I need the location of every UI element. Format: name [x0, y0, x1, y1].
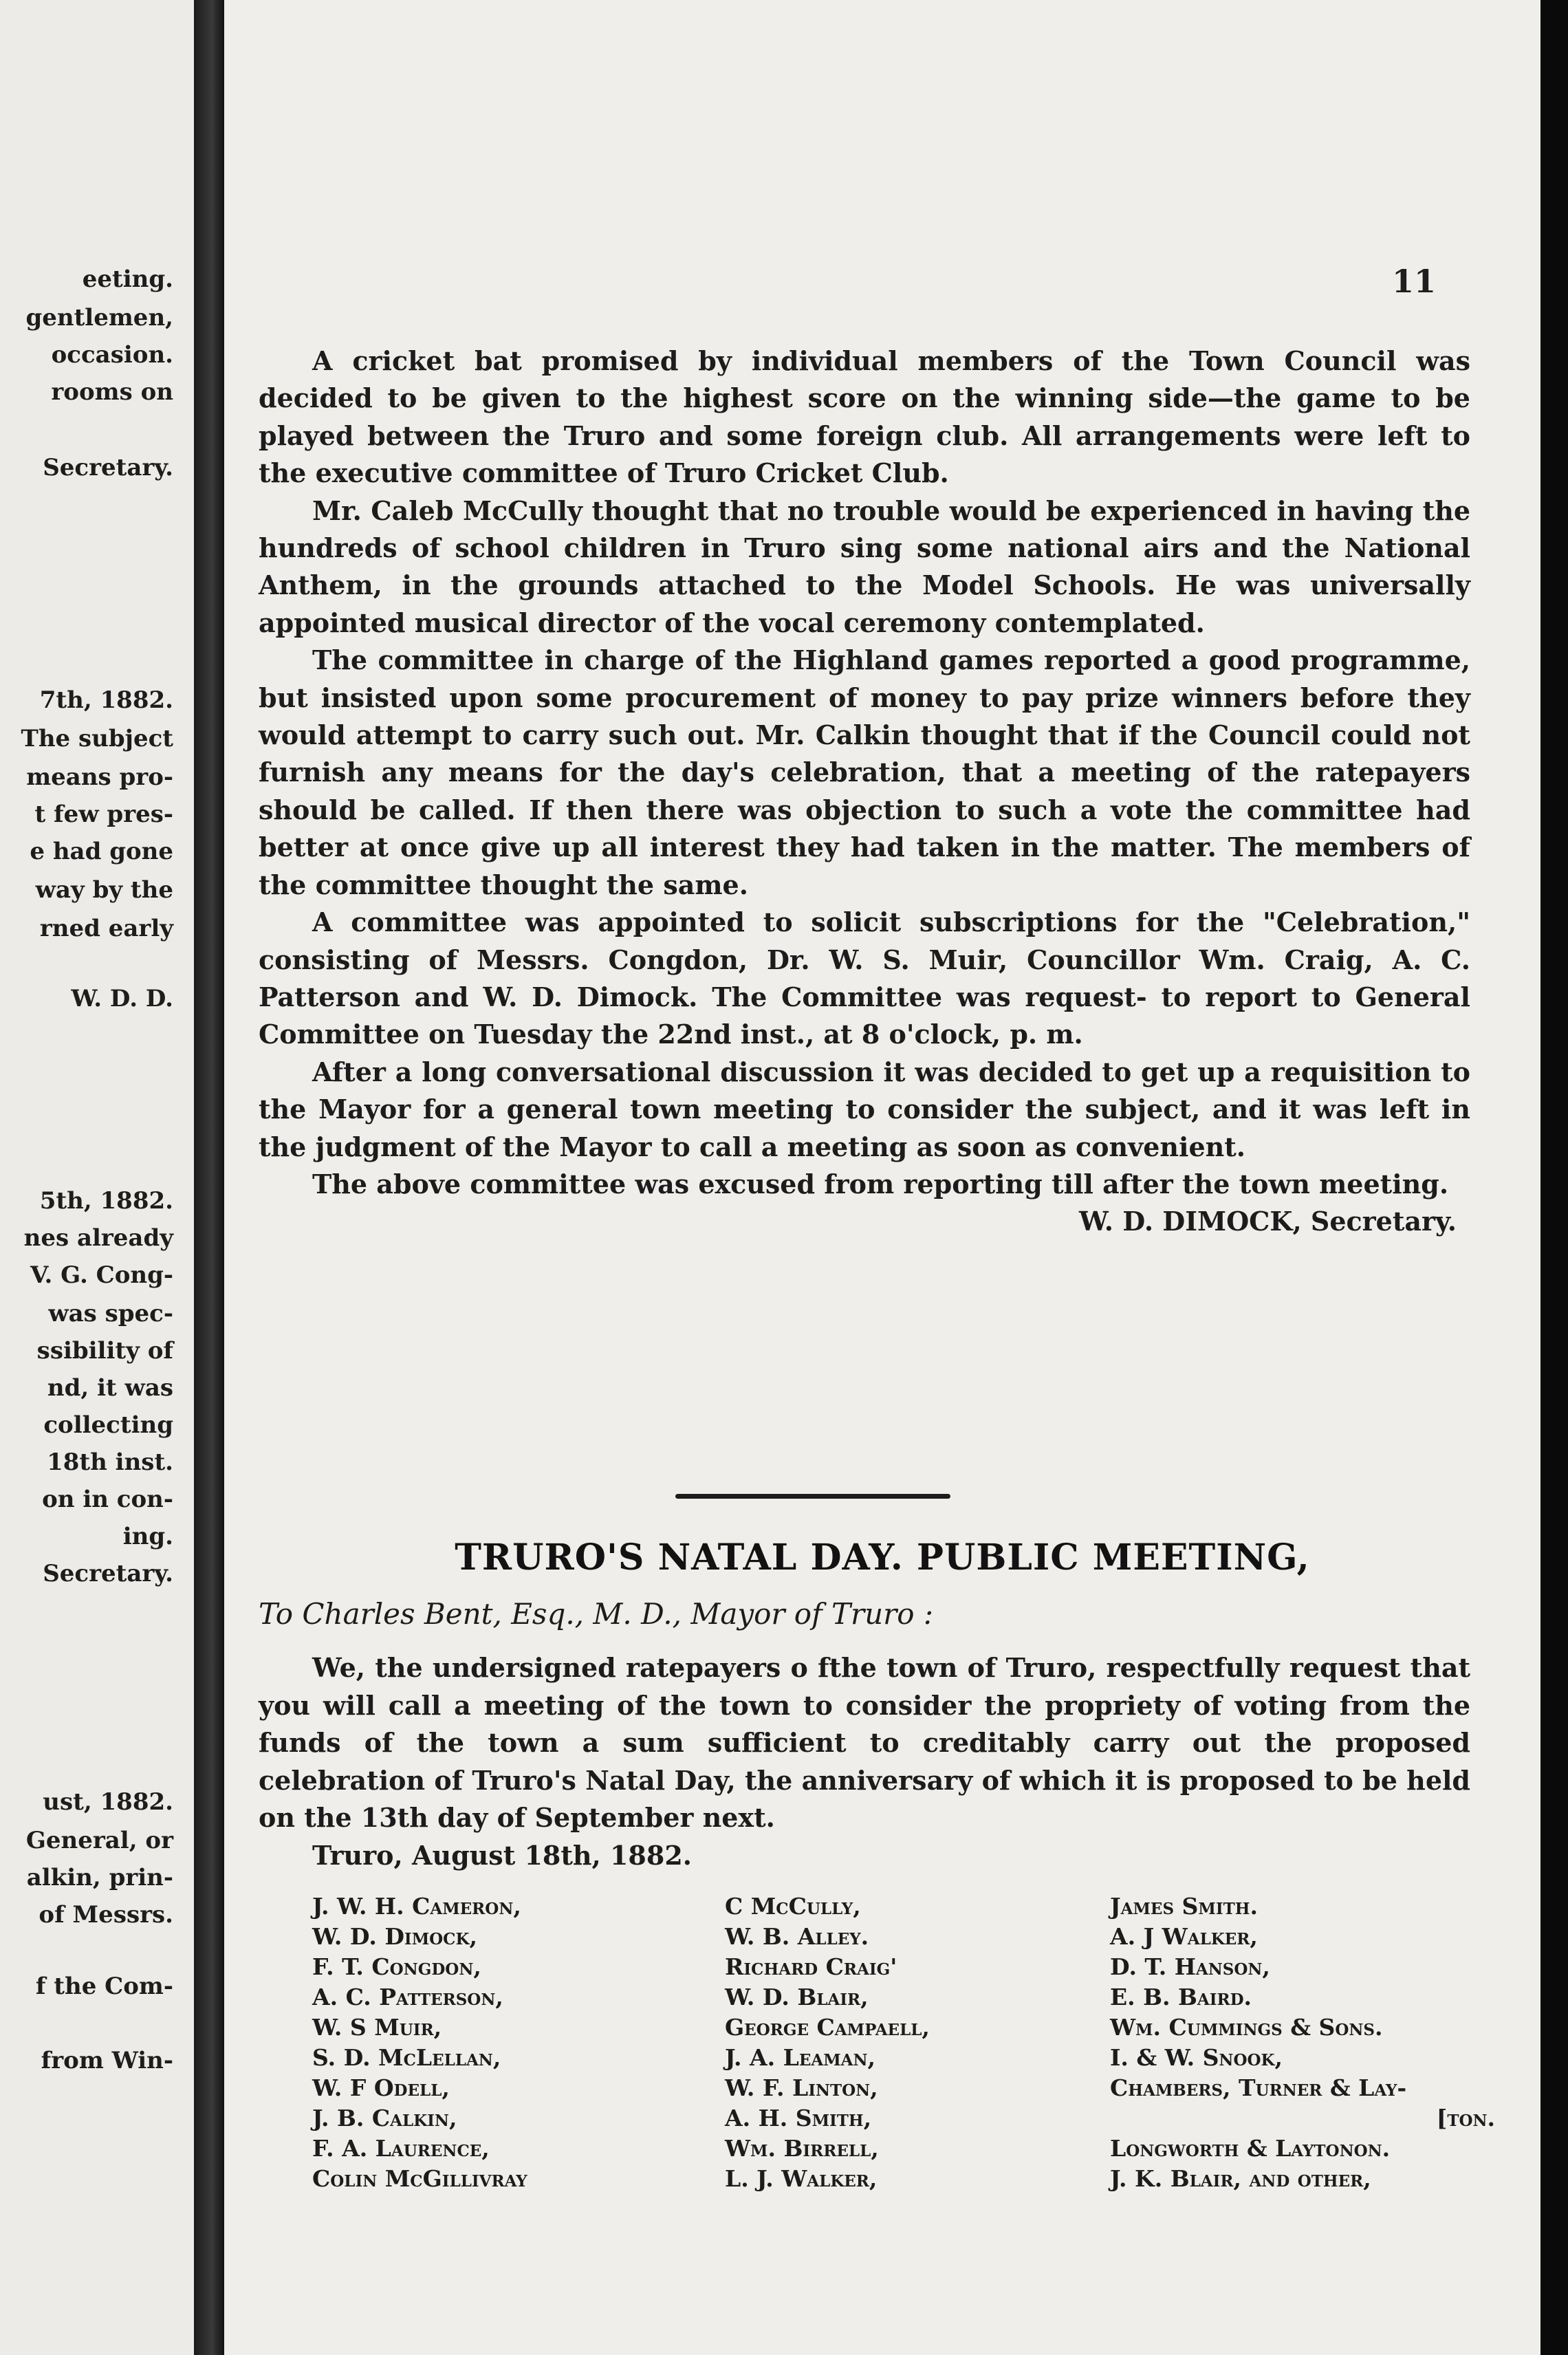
left-line: way by the — [35, 876, 173, 904]
left-line: eeting. — [82, 265, 173, 293]
signatory: S. D. McLellan, — [312, 2044, 501, 2071]
signatory-column — [312, 1891, 527, 2194]
signatory: Wm. Cummings & Sons. — [1110, 2014, 1383, 2041]
signatory: W. B. Alley. — [725, 1923, 869, 1950]
signatory: I. & W. Snook, — [1110, 2044, 1283, 2071]
signatory: James Smith. — [1110, 1893, 1258, 1920]
signatory: C McCully, — [725, 1893, 861, 1920]
page — [224, 0, 1540, 2355]
left-line: The subject — [21, 725, 173, 752]
book-gutter — [194, 0, 224, 2355]
left-line: V. G. Cong- — [30, 1261, 173, 1289]
left-line: Secretary. — [43, 454, 173, 481]
left-line: 7th, 1882. — [39, 686, 173, 714]
left-line: e had gone — [30, 838, 173, 865]
left-line: of Messrs. — [39, 1901, 173, 1929]
left-line: rooms on — [51, 378, 173, 406]
paragraph: A committee was appointed to solicit subscriptions for the "Celebration," consisting of Messrs. Congdon, Dr. W. S. Muir, Councillor Wm. Craig, A. C. Patterson and W. D. Dimock. The Committee was request- to report to General Committee on Tuesday the 22nd inst., at 8 o'clock, p. m. — [259, 907, 1470, 1050]
signatory-column — [1110, 1891, 1495, 2194]
left-line: t few pres- — [34, 801, 173, 828]
signatory: [ton. — [1436, 2105, 1495, 2131]
signatory: A. H. Smith, — [725, 2105, 872, 2131]
requisition-paragraph: We, the undersigned ratepayers o fthe town of Truro, respectfully request that you will call a meeting of the town to consider the propriety of voting from the funds of the town a sum sufficient to creditably carry out the proposed celebration of Truro's Natal Day, the anniversary of which it is proposed to be held on the 13th day of September next. — [259, 1652, 1470, 1833]
minutes-body — [259, 343, 1470, 1241]
left-line: from Win- — [41, 2047, 173, 2074]
signatory: W. D. Blair, — [725, 1984, 869, 2010]
signatory: W. S Muir, — [312, 2014, 442, 2041]
section-heading: TRURO'S NATAL DAY. PUBLIC MEETING, — [455, 1537, 1310, 1578]
left-line: gentlemen, — [25, 304, 173, 332]
paragraph: The committee in charge of the Highland games reported a good programme, but insisted upon some procurement of money to pay prize winners before they would attempt to carry such out. Mr. Calkin thought that if the Council could not furnish any means for the day's celebration, that a meeting of the ratepayers should be called. If then there was objection to such a vote the committee had better at once give up all interest they had taken in the matter. The members of the committee thought the same. — [259, 644, 1470, 900]
signatory-column — [725, 1891, 930, 2194]
left-page-fragment — [0, 0, 194, 2355]
signatory: Colin McGillivray — [312, 2165, 527, 2192]
paragraph: A cricket bat promised by individual members of the Town Council was decided to be given to the highest score on the winning side—the game to be played between the Truro and some foreign club. All arrangements were left to the executive committee of Truro Cricket Club. — [259, 345, 1470, 489]
signatory: Chambers, Turner & Lay- — [1110, 2074, 1407, 2101]
left-line: rned early — [39, 915, 173, 942]
left-line: nes already — [23, 1224, 173, 1252]
left-line: was spec- — [48, 1300, 173, 1327]
left-line: ssibility of — [36, 1337, 173, 1365]
left-line: means pro- — [26, 763, 173, 791]
signatory: F. T. Congdon, — [312, 1953, 481, 1980]
signatory: Longworth & Laytonon. — [1110, 2135, 1391, 2162]
left-line: f the Com- — [35, 1973, 173, 2000]
left-line: General, or — [25, 1827, 173, 1854]
signatory: J. K. Blair, and other, — [1110, 2165, 1371, 2192]
signatory: Wm. Birrell, — [725, 2135, 879, 2162]
section-divider — [675, 1494, 950, 1499]
dateline: Truro, August 18th, 1882. — [312, 1839, 692, 1871]
left-line: alkin, prin- — [26, 1864, 173, 1891]
signatory: J. A. Leaman, — [725, 2044, 876, 2071]
signatory: J. B. Calkin, — [312, 2105, 457, 2131]
signatory: W. D. Dimock, — [312, 1923, 477, 1950]
signatory: George Campaell, — [725, 2014, 930, 2041]
signatory: D. T. Hanson, — [1110, 1953, 1270, 1980]
signatory: A. J Walker, — [1110, 1923, 1258, 1950]
paragraph: The above committee was excused from reporting till after the town meeting. — [312, 1168, 1449, 1200]
left-line: 5th, 1882. — [39, 1187, 173, 1215]
scan-edge — [1540, 0, 1568, 2355]
address-line: To Charles Bent, Esq., M. D., Mayor of Truro : — [259, 1597, 933, 1631]
paragraph: Mr. Caleb McCully thought that no trouble would be experienced in having the hundreds of school children in Truro sing some national airs and the National Anthem, in the grounds attached to the Model Schools. He was universally appointed musical director of the vocal ceremony contemplated. — [259, 495, 1470, 638]
left-line: collecting — [43, 1411, 173, 1439]
signatory: W. F Odell, — [312, 2074, 450, 2101]
paragraph: After a long conversational discussion it was decided to get up a requisition to the Mayor for a general town meeting to consider the subject, and it was left in the judgment of the Mayor to call a meeting as soon as convenient. — [259, 1056, 1470, 1162]
signatory: F. A. Laurence, — [312, 2135, 490, 2162]
left-line: on in con- — [42, 1486, 173, 1513]
page-number: 11 — [1392, 263, 1437, 300]
signatory: J. W. H. Cameron, — [312, 1893, 521, 1920]
signatory: A. C. Patterson, — [312, 1984, 503, 2010]
signatory: L. J. Walker, — [725, 2165, 878, 2192]
signatory-list — [312, 1891, 1495, 2215]
requisition-body — [259, 1649, 1470, 1874]
left-line: Secretary. — [43, 1560, 173, 1587]
signatory: E. B. Baird. — [1110, 1984, 1252, 2010]
secretary-signature: W. D. DIMOCK, Secretary. — [1079, 1206, 1457, 1237]
left-line: ust, 1882. — [43, 1788, 173, 1816]
signatory: W. F. Linton, — [725, 2074, 878, 2101]
signatory: Richard Craig' — [725, 1953, 897, 1980]
left-line: nd, it was — [47, 1374, 173, 1402]
left-line: ing. — [122, 1523, 173, 1550]
left-line: 18th inst. — [47, 1448, 173, 1476]
left-line: occasion. — [51, 341, 173, 369]
left-line: W. D. D. — [71, 985, 173, 1012]
